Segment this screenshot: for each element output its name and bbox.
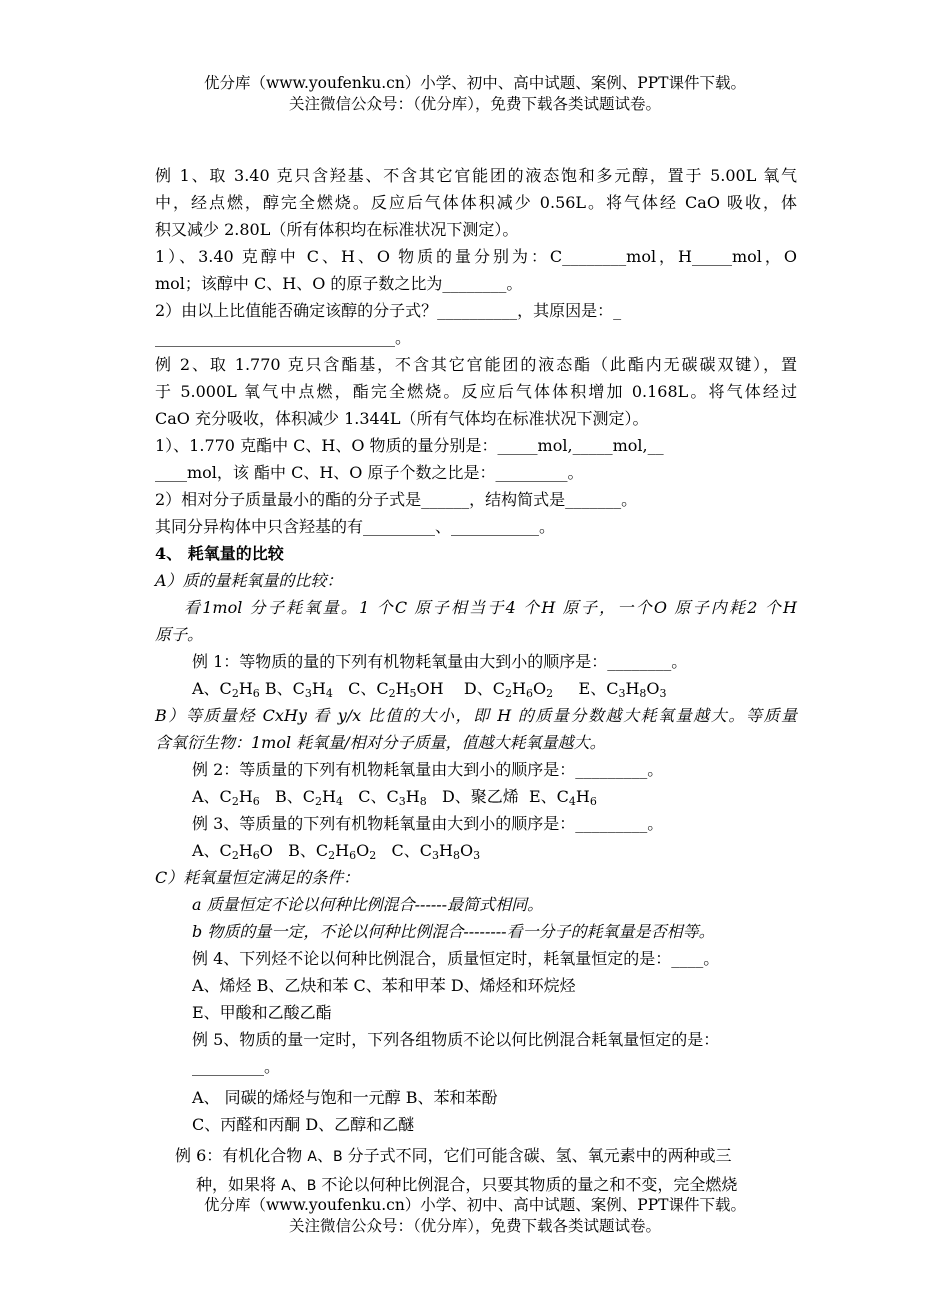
formula-text: O (459, 841, 474, 860)
formula-text: H (335, 841, 350, 860)
formula-text: C、C (376, 841, 432, 860)
formula-text: OH D、C (416, 679, 506, 698)
ex1-question-2b: ______________________________。 (155, 328, 412, 347)
ex1-question-1a: 1）、3.40 克醇中 C、H、O 物质的量分别为：C________mol，H_____mol，O (155, 247, 797, 266)
formula-subscript: 8 (639, 687, 647, 700)
ex2-line-3: CaO 充分吸收，体积减少 1.344L（所有气体均在标准状况下测定）。 (155, 409, 649, 428)
ex2-question-1b: ____mol，该 酯中 C、H、O 原子个数之比是：_________。 (155, 463, 584, 482)
example-6-line-1-post: 分子式不同，它们可能含碳、氢、氧元素中的两种或三 (342, 1146, 732, 1165)
formula-text: D、聚乙烯 E、C (426, 787, 569, 806)
formula-subscript: 3 (618, 687, 626, 700)
formula-subscript: 2 (231, 687, 239, 700)
example-6-line-2-post: 不论以何种比例混合，只要其物质的量之和不变，完全燃烧 (316, 1175, 738, 1194)
ex1-line-3: 积又减少 2.80L（所有体积均在标准状况下测定）。 (155, 220, 519, 239)
example-4-options-1: A、烯烃 B、乙炔和苯 C、苯和甲苯 D、烯烃和环烷烃 (192, 976, 576, 995)
formula-text: H (395, 679, 410, 698)
formula-text: O (646, 679, 660, 698)
section-c-rule-b: b 物质的量一定，不论以何种比例混合--------看一分子的耗氧量是否相等。 (192, 922, 715, 941)
compound-b-label: B (332, 1149, 343, 1165)
section-4-title: 4、 耗氧量的比较 (155, 544, 284, 563)
footer-line-2: 关注微信公众号：（优分库），免费下载各类试题试卷。 (288, 1217, 661, 1235)
formula-text: O B、C (259, 841, 329, 860)
formula-text: A、C (192, 679, 232, 698)
compound-b-label-2: B (306, 1178, 317, 1194)
formula-subscript: 6 (525, 687, 533, 700)
formula-subscript: 6 (252, 795, 260, 808)
formula-text: H (311, 679, 326, 698)
example-1-options (155, 675, 797, 702)
example-4-question: 例 4、下列烃不论以何种比例混合，质量恒定时，耗氧量恒定的是：____。 (192, 949, 720, 968)
formula-subscript: 5 (409, 687, 417, 700)
formula-subscript: 6 (252, 687, 260, 700)
ex2-question-2: 2）相对分子质量最小的酯的分子式是______，结构简式是_______。 (155, 490, 638, 509)
section-a-note-2: 原子。 (155, 625, 204, 644)
ex1-question-1b: mol；该醇中 C、H、O 的原子数之比为________。 (155, 274, 523, 293)
section-a-title: A）质的量耗氧量的比较： (155, 571, 343, 590)
formula-text: H (512, 679, 526, 698)
formula-subscript: 4 (325, 687, 333, 700)
header-line-1: 优分库（www.youfenku.cn）小学、初中、高中试题、案例、PPT课件下载。 (203, 74, 747, 92)
formula-subscript: 6 (589, 795, 597, 808)
formula-text: A、C (192, 787, 232, 806)
example-3-question: 例 3、等质量的下列有机物耗氧量由大到小的顺序是：_________。 (192, 814, 664, 833)
compound-a-label: A (307, 1149, 317, 1165)
formula-subscript: 3 (473, 849, 481, 862)
formula-text: B、C (259, 787, 316, 806)
formula-text: H (405, 787, 420, 806)
formula-subscript: 3 (398, 795, 406, 808)
section-a-note-1: 看1mol 分子耗氧量。1 个C 原子相当于4 个H 原子，一个O 原子内耗2 个H (184, 598, 797, 617)
formula-subscript: 3 (431, 849, 439, 862)
formula-subscript: 6 (349, 849, 357, 862)
example-6-separator: 、 (316, 1146, 333, 1165)
ex1-line-2: 中，经点燃，醇完全燃烧。反应后气体体积减少 0.56L。将气体经 CaO 吸收，体 (155, 193, 797, 212)
formula-text: E、C (553, 679, 619, 698)
formula-text: A、C (192, 841, 232, 860)
example-6-separator-2: 、 (290, 1175, 307, 1194)
section-c-rule-a: a 质量恒定不论以何种比例混合------最简式相同。 (192, 895, 544, 914)
example-5-options-1: A、 同碳的烯烃与饱和一元醇 B、苯和苯酚 (192, 1088, 498, 1107)
example-5-question: 例 5、物质的量一定时，下列各组物质不论以何比例混合耗氧量恒定的是： (192, 1030, 720, 1049)
section-b-line-1: B）等质量烃 CxHy 看 y/x 比值的大小，即 H 的质量分数越大耗氧量越大。等质量 (155, 706, 797, 725)
formula-subscript: 6 (252, 849, 260, 862)
formula-subscript: 4 (335, 795, 343, 808)
ex1-question-2a: 2）由以上比值能否确定该醇的分子式？__________，其原因是：_ (155, 301, 622, 320)
formula-subscript: 4 (568, 795, 576, 808)
ex2-question-1a: 1）、1.770 克酯中 C、H、O 物质的量分别是：_____mol,_____mol,__ (155, 436, 664, 455)
formula-subscript: 3 (659, 687, 667, 700)
formula-subscript: 2 (231, 849, 239, 862)
section-c-title: C）耗氧量恒定满足的条件： (155, 868, 360, 887)
example-2-question: 例 2：等质量的下列有机物耗氧量由大到小的顺序是：_________。 (192, 760, 664, 779)
ex2-line-2: 于 5.000L 氧气中点燃，酯完全燃烧。反应后气体体积增加 0.168L。将气体经过 (155, 382, 797, 401)
formula-subscript: 2 (328, 849, 336, 862)
ex2-question-3: 其同分异构体中只含羟基的有_________、___________。 (155, 517, 556, 536)
formula-text: O (356, 841, 370, 860)
compound-a-label-2: A (281, 1178, 291, 1194)
formula-text: H (238, 787, 253, 806)
example-1-question: 例 1：等物质的量的下列有机物耗氧量由大到小的顺序是：________。 (192, 652, 688, 671)
formula-text: H (238, 679, 253, 698)
formula-text: H (438, 841, 453, 860)
section-b-line-2: 含氧衍生物：1mol 耗氧量/相对分子质量，值越大耗氧量越大。 (155, 733, 606, 752)
footer-line-1: 优分库（www.youfenku.cn）小学、初中、高中试题、案例、PPT课件下载。 (203, 1196, 747, 1214)
example-4-options-2: E、甲酸和乙酸乙酯 (192, 1003, 332, 1022)
formula-subscript: 2 (369, 849, 377, 862)
example-5-blank: _________。 (192, 1057, 281, 1076)
formula-subscript: 8 (452, 849, 460, 862)
formula-text: B、C (259, 679, 305, 698)
formula-text: H (575, 787, 590, 806)
example-2-options (155, 783, 797, 810)
formula-subscript: 2 (546, 687, 554, 700)
header-line-2: 关注微信公众号：（优分库），免费下载各类试题试卷。 (288, 95, 661, 113)
formula-subscript: 2 (505, 687, 513, 700)
formula-text: H (238, 841, 253, 860)
example-3-options (155, 837, 797, 864)
example-5-options-2: C、丙醛和丙酮 D、乙醇和乙醚 (192, 1115, 415, 1134)
document-body (155, 162, 797, 1200)
ex1-line-1: 例 1、取 3.40 克只含羟基、不含其它官能团的液态饱和多元醇，置于 5.00L 氧气 (155, 166, 797, 185)
formula-text: H (322, 787, 336, 806)
formula-text: C、C (332, 679, 389, 698)
ex2-line-1: 例 2、取 1.770 克只含酯基，不含其它官能团的液态酯（此酯内无碳碳双键），置 (155, 355, 797, 374)
formula-text: H (625, 679, 640, 698)
example-6-line-1 (155, 1142, 797, 1171)
formula-subscript: 8 (419, 795, 427, 808)
formula-subscript: 2 (388, 687, 396, 700)
formula-subscript: 2 (315, 795, 323, 808)
page-footer (0, 1195, 950, 1237)
formula-text: C、C (342, 787, 399, 806)
page-header (0, 73, 950, 115)
formula-text: O (532, 679, 547, 698)
formula-subscript: 2 (231, 795, 239, 808)
formula-subscript: 3 (304, 687, 312, 700)
example-6-line-1-pre: 例 6：有机化合物 (175, 1146, 308, 1165)
example-6-line-2-pre: 种，如果将 (196, 1175, 282, 1194)
